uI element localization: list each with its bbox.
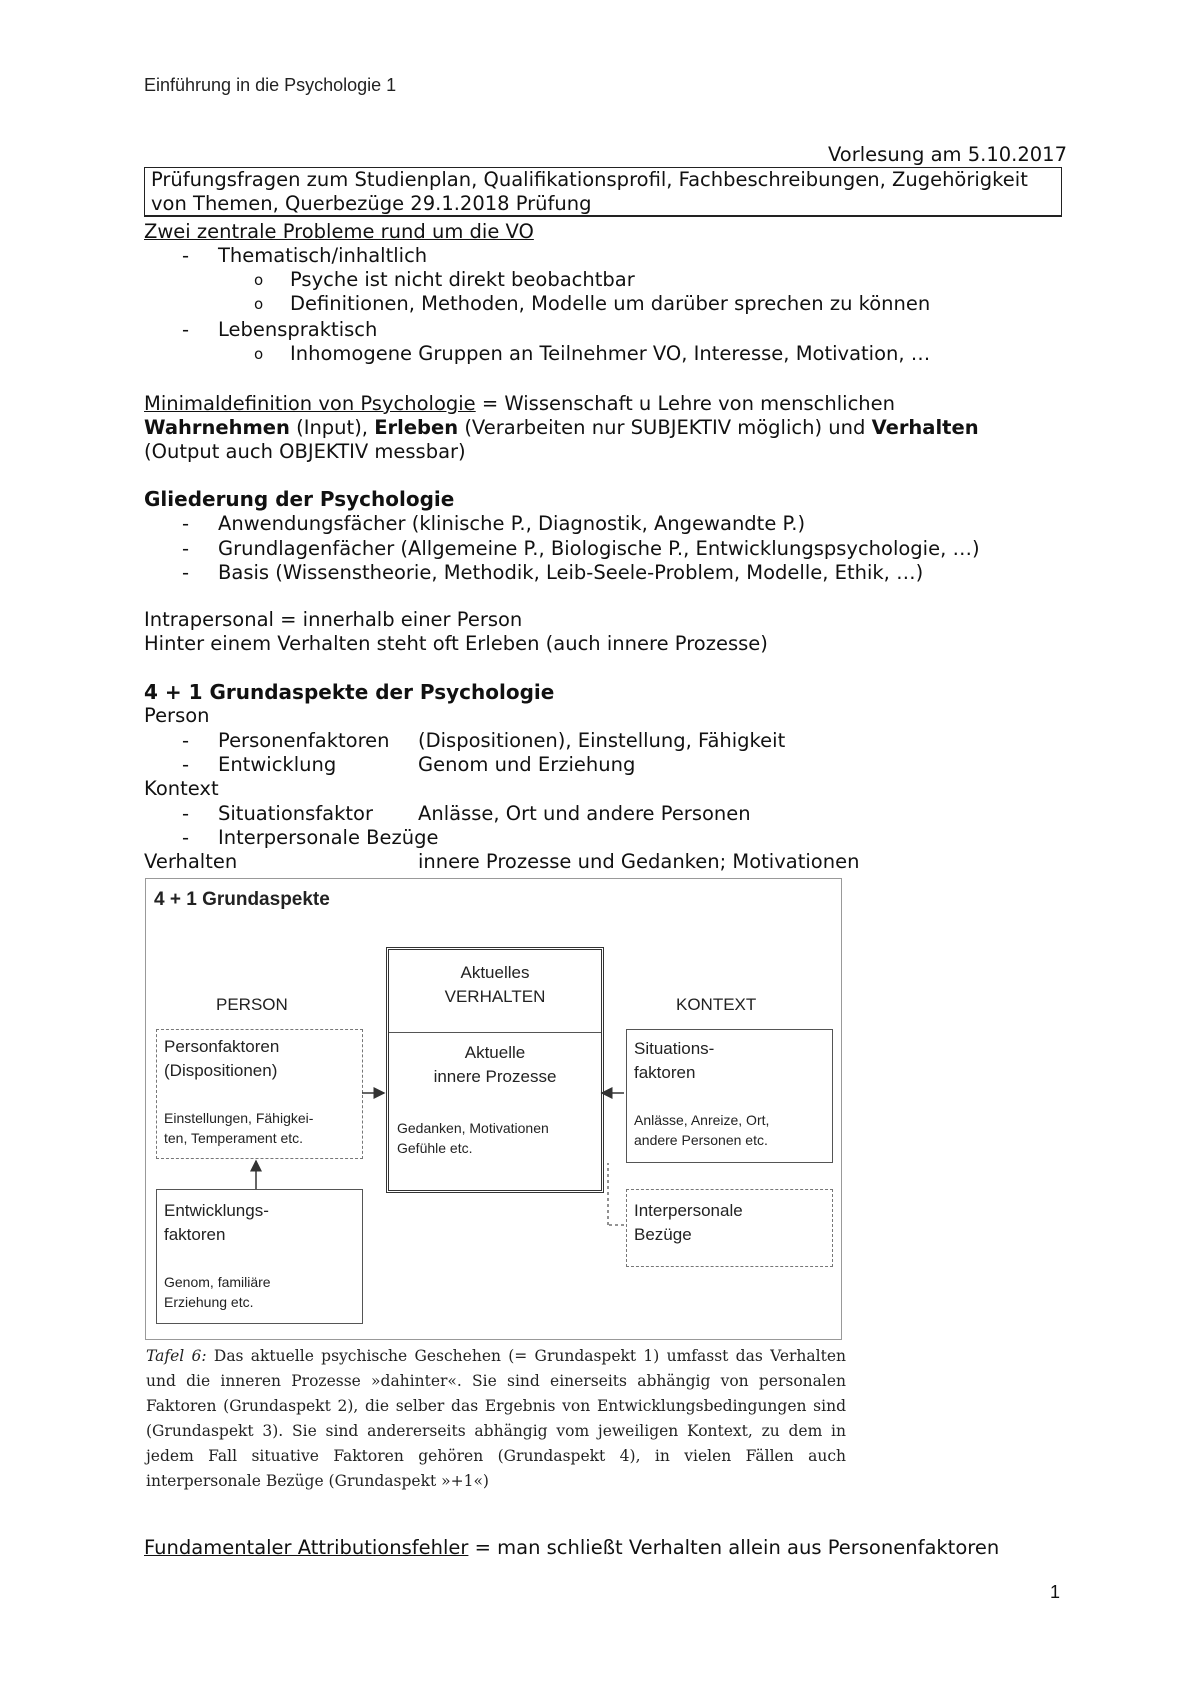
bullet-marker: o	[254, 295, 264, 313]
page-number: 1	[1049, 1582, 1060, 1602]
box-title: Aktuelle	[464, 1043, 526, 1062]
definition-term: Minimaldefinition von Psychologie	[144, 392, 476, 415]
dash-marker: -	[182, 318, 190, 341]
box-title: Aktuelles	[460, 963, 530, 982]
definition-line-2	[144, 416, 979, 440]
definition-line-3: (Output auch OBJEKTIV messbar)	[144, 440, 466, 463]
gliederung-heading: Gliederung der Psychologie	[144, 487, 455, 511]
dash-marker: -	[182, 826, 190, 849]
exam-info-box	[144, 167, 1062, 217]
aspect-value: Anlässe, Ort und andere Personen	[418, 802, 751, 825]
box-subtext: Gedanken, Motivationen	[397, 1120, 549, 1136]
list-item: Grundlagenfächer (Allgemeine P., Biologische P., Entwicklungspsychologie, …)	[218, 537, 980, 560]
box-subtext: Gefühle etc.	[397, 1140, 473, 1156]
box-title: Interpersonale	[634, 1201, 743, 1220]
dash-marker: -	[182, 537, 190, 560]
list-item: Lebenspraktisch	[218, 318, 378, 341]
aspect-label: Situationsfaktor	[218, 802, 373, 825]
box-title: (Dispositionen)	[164, 1061, 278, 1080]
dash-marker: -	[182, 561, 190, 584]
box-subtext: Genom, familiäre	[164, 1274, 271, 1290]
aspect-label: Verhalten	[144, 850, 238, 873]
grundaspekte-heading: 4 + 1 Grundaspekte der Psychologie	[144, 680, 555, 704]
definition-text: = Wissenschaft u Lehre von menschlichen	[475, 392, 896, 415]
dash-marker: -	[182, 729, 190, 752]
definition-text: (Input),	[289, 416, 375, 439]
box-title: Personfaktoren	[164, 1037, 280, 1056]
box-title: innere Prozesse	[433, 1067, 557, 1086]
list-item: Inhomogene Gruppen an Teilnehmer VO, Interesse, Motivation, …	[290, 342, 931, 365]
aspect-value: innere Prozesse und Gedanken; Motivationen	[418, 850, 860, 873]
figure-arrows	[146, 879, 841, 1339]
exam-info-line-2: von Themen, Querbezüge 29.1.2018 Prüfung	[151, 192, 592, 215]
dash-marker: -	[182, 802, 190, 825]
list-item: Psyche ist nicht direkt beobachtbar	[290, 268, 635, 291]
caption-label: Tafel 6:	[146, 1347, 207, 1365]
aspect-label: Entwicklung	[218, 753, 337, 776]
box-title: faktoren	[634, 1063, 696, 1082]
definition-text: (Verarbeiten nur SUBJEKTIV möglich) und	[458, 416, 872, 439]
figure-caption	[146, 1344, 846, 1494]
aspect-label: Interpersonale Bezüge	[218, 826, 439, 849]
kontext-column-header: KONTEXT	[676, 995, 757, 1014]
problems-heading	[144, 220, 534, 244]
exam-info-line-1: Prüfungsfragen zum Studienplan, Qualifikationsprofil, Fachbeschreibungen, Zugehörigkeit	[151, 168, 1028, 191]
intrapersonal-line: Intrapersonal = innerhalb einer Person	[144, 608, 523, 631]
bullet-marker: o	[254, 345, 264, 363]
keyword: Wahrnehmen	[144, 416, 290, 439]
keyword: Verhalten	[871, 416, 979, 439]
box-subtext: Erziehung etc.	[164, 1294, 254, 1310]
aspect-label: Personenfaktoren	[218, 729, 390, 752]
list-item: Anwendungsfächer (klinische P., Diagnostik, Angewandte P.)	[218, 512, 806, 535]
attribution-line	[144, 1536, 999, 1560]
aspect-value: (Dispositionen), Einstellung, Fähigkeit	[418, 729, 786, 752]
grundaspekte-figure	[145, 878, 842, 1340]
definition-line-1	[144, 392, 895, 416]
lecture-date: Vorlesung am 5.10.2017	[827, 143, 1067, 166]
bullet-marker: o	[254, 271, 264, 289]
attribution-text: = man schließt Verhalten allein aus Personenfaktoren	[468, 1536, 1000, 1559]
person-column-header: PERSON	[216, 995, 288, 1014]
box-subtext: andere Personen etc.	[634, 1132, 768, 1148]
dash-marker: -	[182, 512, 190, 535]
keyword: Erleben	[374, 416, 459, 439]
list-item: Definitionen, Methoden, Modelle um darüber sprechen zu können	[290, 292, 931, 315]
box-subtext: Einstellungen, Fähigkei-	[164, 1110, 314, 1126]
box-subtext: ten, Temperament etc.	[164, 1130, 304, 1146]
problems-heading-text: Zwei zentrale Probleme rund um die VO	[144, 220, 534, 243]
box-title: Bezüge	[634, 1225, 692, 1244]
caption-text: Das aktuelle psychische Geschehen (= Grundaspekt 1) umfasst das Verhalten und die inneren Prozesse »dahinter«. Sie sind einerseits abhängig von personalen Faktoren (Grundaspekt 2), die selber das Ergebnis von Entwicklungsbedingungen sind (Grundaspekt 3). Sie sind andererseits abhängig vom jeweiligen Kontext, zu dem in jedem Fall situative Faktoren gehören (Grundaspekt 4), in vielen Fällen auch interpersonale Bezüge (Grundaspekt »+1«)	[146, 1347, 846, 1490]
aspect-value: Genom und Erziehung	[418, 753, 636, 776]
box-title: Situations-	[634, 1039, 715, 1058]
box-title: faktoren	[164, 1225, 226, 1244]
figure-title: 4 + 1 Grundaspekte	[154, 889, 330, 910]
attribution-term: Fundamentaler Attributionsfehler	[144, 1536, 469, 1559]
list-item: Basis (Wissenstheorie, Methodik, Leib-Seele-Problem, Modelle, Ethik, …)	[218, 561, 924, 584]
behind-behavior-line: Hinter einem Verhalten steht oft Erleben (auch innere Prozesse)	[144, 632, 768, 655]
box-title: VERHALTEN	[444, 987, 546, 1006]
kontext-label: Kontext	[144, 777, 219, 800]
dash-marker: -	[182, 753, 190, 776]
person-label: Person	[144, 704, 210, 727]
dash-marker: -	[182, 244, 190, 267]
box-title: Entwicklungs-	[164, 1201, 269, 1220]
list-item: Thematisch/inhaltlich	[218, 244, 428, 267]
document-header: Einführung in die Psychologie 1	[144, 75, 397, 95]
box-subtext: Anlässe, Anreize, Ort,	[634, 1112, 770, 1128]
